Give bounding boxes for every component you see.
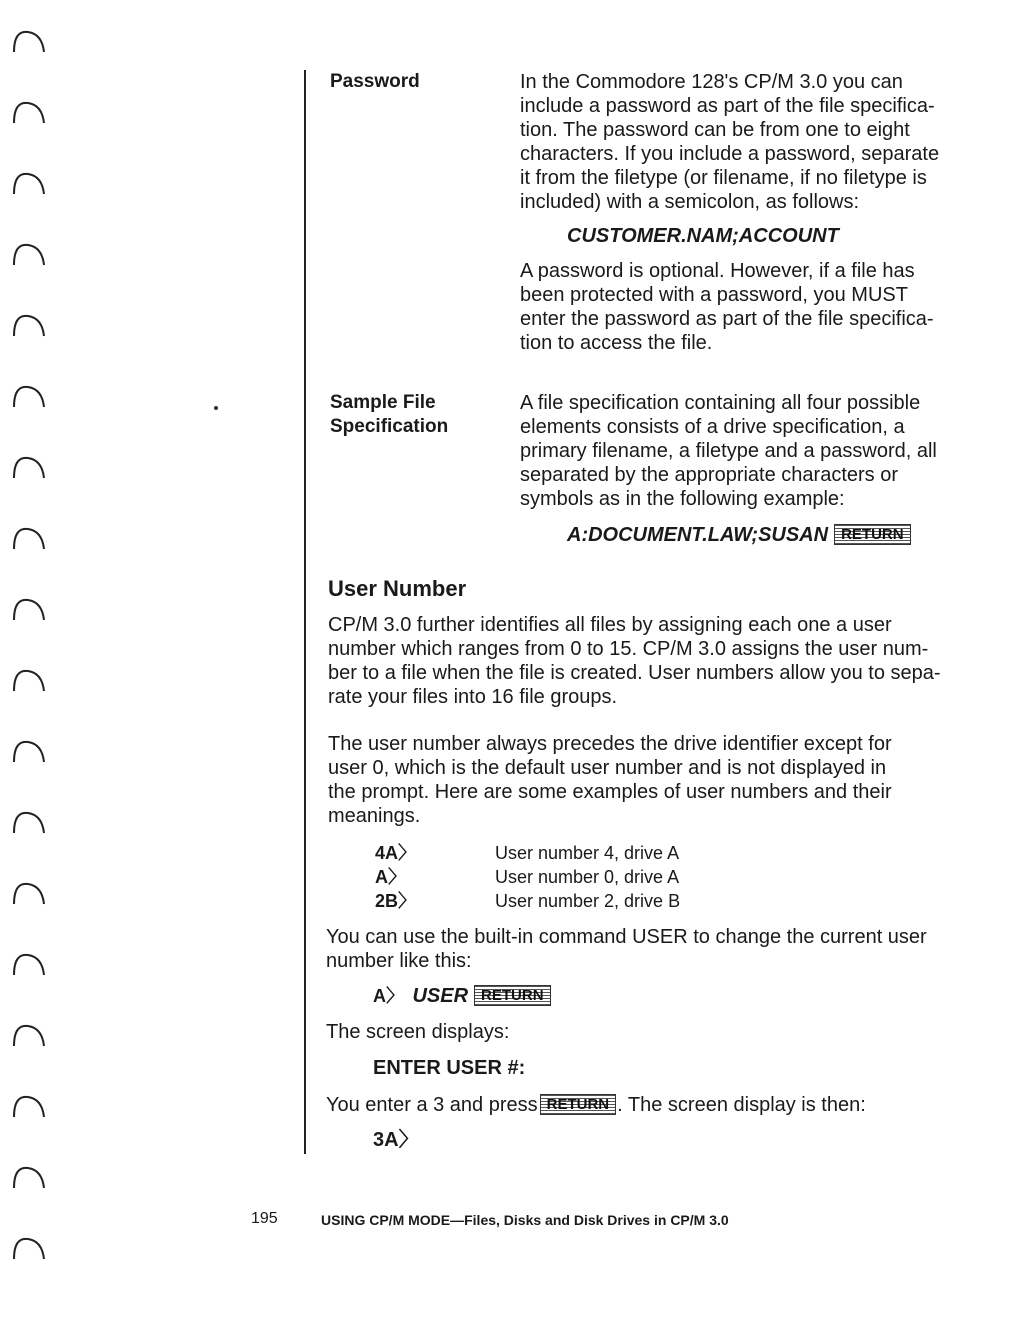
sample-paragraph: A file specification containing all four possible elements consists of a drive specification, a primary filename, a filetype and a password, all separated by the appropriate characters or symbols as in the following example: (520, 392, 937, 510)
sample-heading: Sample File Specification (330, 392, 449, 437)
binding-ring (14, 387, 44, 407)
binding-ring (14, 245, 44, 265)
page-number: 195 (251, 1210, 278, 1227)
example-prompt: A〉 (375, 867, 406, 887)
column-rule (304, 70, 306, 1154)
running-footer: USING CP/M MODE—Files, Disks and Disk Drives in CP/M 3.0 (321, 1212, 729, 1228)
enter-user-prompt: ENTER USER #: (373, 1057, 526, 1079)
result-prompt: 3A〉 (373, 1129, 419, 1151)
binding-ring (14, 529, 44, 549)
binding-ring (14, 884, 44, 904)
password-heading: Password (330, 71, 420, 92)
binding-ring (14, 458, 44, 478)
example-meaning: User number 0, drive A (495, 867, 680, 887)
stray-dot (214, 406, 218, 410)
binding-ring (14, 174, 44, 194)
password-paragraph-2: A password is optional. However, if a file has been protected with a password, you MUST enter the password as part of the file specifica- tion to access the file. (520, 260, 934, 354)
binding-ring (14, 32, 44, 52)
binding-ring (14, 671, 44, 691)
user-number-heading: User Number (328, 576, 467, 601)
command-prompt: A〉 (373, 986, 404, 1006)
user-number-examples (375, 841, 680, 913)
example-row (375, 889, 680, 913)
binding-rings (8, 0, 58, 1330)
user-command-line (373, 984, 551, 1008)
command-text: USER (412, 985, 469, 1007)
example-meaning: User number 2, drive B (495, 891, 681, 911)
return-key-icon: RETURN (540, 1094, 617, 1115)
example-prompt: 4A〉 (375, 843, 417, 863)
password-example: CUSTOMER.NAM;ACCOUNT (567, 225, 839, 247)
binding-ring (14, 600, 44, 620)
sample-example: A:DOCUMENT.LAW;SUSAN RETURN (567, 523, 911, 547)
enter-instruction: You enter a 3 and press RETURN . The screen display is then: (326, 1094, 866, 1116)
return-key-icon: RETURN (474, 985, 551, 1006)
example-row (375, 841, 680, 865)
binding-ring (14, 1097, 44, 1117)
binding-ring (14, 1026, 44, 1046)
return-key-icon: RETURN (834, 524, 911, 545)
binding-ring (14, 316, 44, 336)
binding-ring (14, 1168, 44, 1188)
example-meaning: User number 4, drive A (495, 843, 680, 863)
user-number-paragraph-2: The user number always precedes the drive identifier except for user 0, which is the default user number and is not displayed in the prompt. Here are some examples of user numbers and their meanings. (328, 733, 892, 827)
binding-ring (14, 955, 44, 975)
screen-displays-text: The screen displays: (326, 1021, 510, 1043)
example-prompt: 2B〉 (375, 891, 417, 911)
binding-ring (14, 103, 44, 123)
user-number-paragraph-1: CP/M 3.0 further identifies all files by assigning each one a user number which ranges from 0 to 15. CP/M 3.0 assigns the user num- ber to a file when the file is created. User numbers allow you to sepa- rate your files into 16 file groups. (328, 614, 941, 708)
example-row (375, 865, 680, 889)
binding-ring (14, 1239, 44, 1259)
password-paragraph-1: In the Commodore 128's CP/M 3.0 you can include a password as part of the file specifica- tion. The password can be from one to eight characters. If you include a password, separate it from the filetype (or filename, if no filetype is included) with a semicolon, as follows: (520, 71, 940, 213)
binding-ring (14, 742, 44, 762)
binding-ring (14, 813, 44, 833)
user-number-paragraph-3: You can use the built-in command USER to change the current user number like this: (326, 926, 927, 972)
